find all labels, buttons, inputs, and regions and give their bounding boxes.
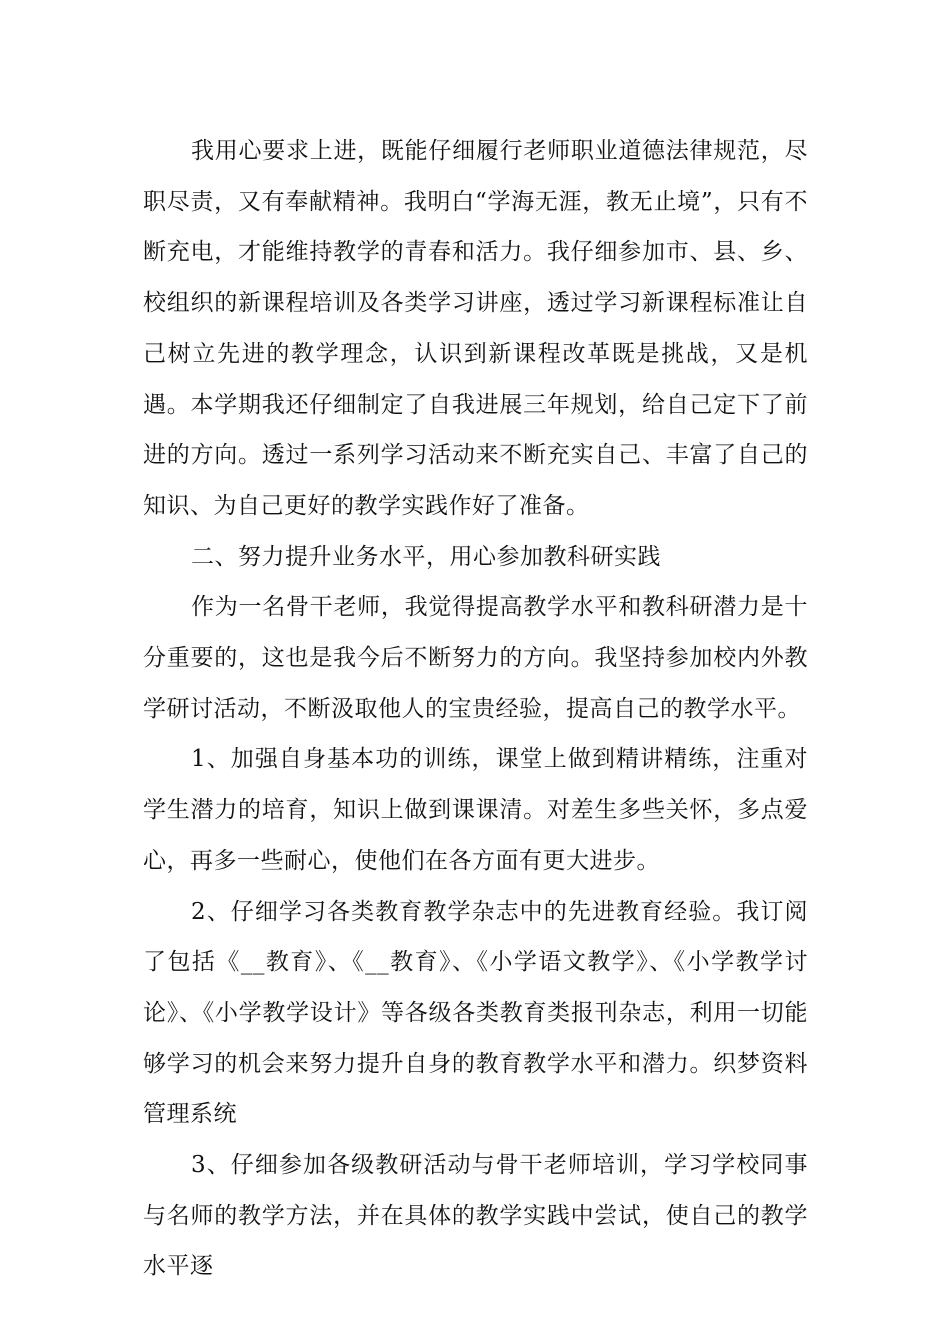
list-item-3: 3、仔细参加各级教研活动与骨干老师培训，学习学校同事与名师的教学方法，并在具体的教学实践中尝试，使自己的教学水平逐	[143, 1152, 808, 1280]
section-heading-two: 二、努力提升业务水平，用心参加教科研实践	[191, 543, 661, 570]
list-item-1: 1、加强自身基本功的训练，课堂上做到精讲精练，注重对学生潜力的培育，知识上做到课课清。对差生多些关怀，多点爱心，再多一些耐心，使他们在各方面有更大进步。	[143, 746, 808, 874]
paragraph-backbone-teacher: 作为一名骨干老师，我觉得提高教学水平和教科研潜力是十分重要的，这也是我今后不断努力的方向。我坚持参加校内外教学研讨活动，不断汲取他人的宝贵经验，提高自己的教学水平。	[143, 594, 808, 722]
list-item-2: 2、仔细学习各类教育教学杂志中的先进教育经验。我订阅了包括《__教育》、《__教育》、《小学语文教学》、《小学教学讨论》、《小学教学设计》等各级各类教育类报刊杂志，利用一切能够学习的机会来努力提升自身的教育教学水平和潜力。织梦资料管理系统	[143, 898, 808, 1128]
paragraph-self-improvement: 我用心要求上进，既能仔细履行老师职业道德法律规范，尽职尽责，又有奉献精神。我明白“学海无涯，教无止境”，只有不断充电，才能维持教学的青春和活力。我仔细参加市、县、乡、校组织的新课程培训及各类学习讲座，透过学习新课程标准让自己树立先进的教学理念，认识到新课程改革既是挑战，又是机遇。本学期我还仔细制定了自我进展三年规划，给自己定下了前进的方向。透过一系列学习活动来不断充实自己、丰富了自己的知识、为自己更好的教学实践作好了准备。	[143, 138, 808, 519]
document-body	[143, 126, 808, 1292]
